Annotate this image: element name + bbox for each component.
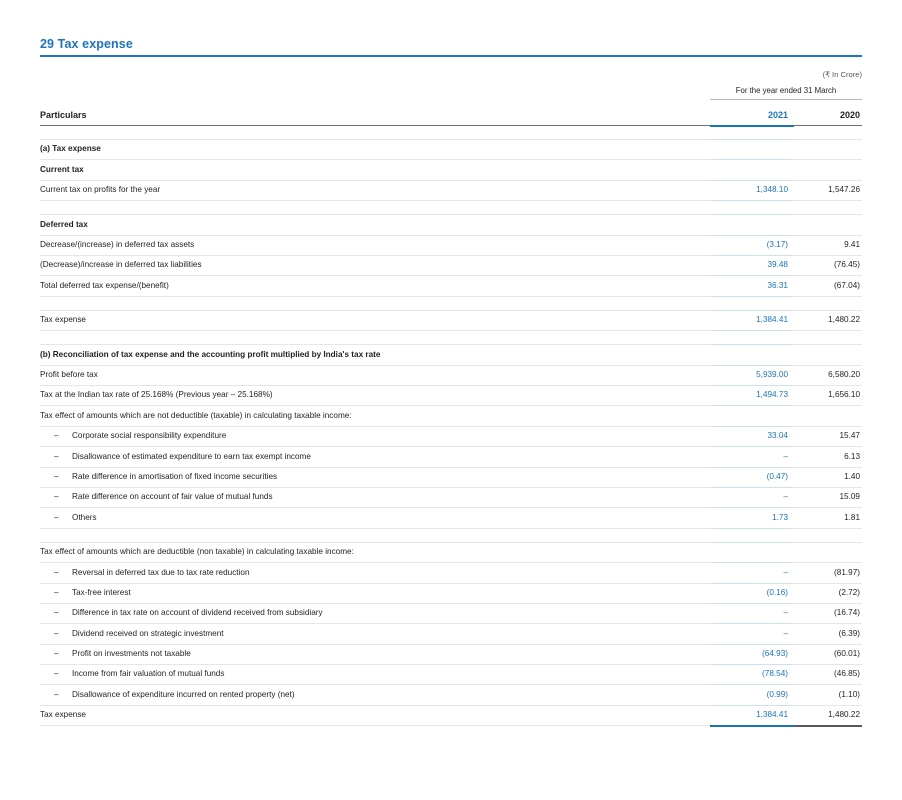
table-row	[40, 235, 862, 255]
spacer-label-cell	[40, 331, 710, 345]
units-row	[40, 69, 862, 83]
row-label-text: Dividend received on strategic investment	[72, 628, 224, 638]
bullet-dash-icon: –	[54, 471, 59, 481]
row-label: Tax expense	[40, 705, 710, 725]
value-2020	[794, 160, 862, 180]
value-2020: (81.97)	[794, 563, 862, 583]
row-label: Total deferred tax expense/(benefit)	[40, 276, 710, 296]
table-row	[40, 406, 862, 426]
row-label: Tax expense	[40, 310, 710, 330]
row-label-text: Rate difference in amortisation of fixed income securities	[72, 471, 278, 481]
spacer-2021-cell	[710, 331, 794, 345]
table-row	[40, 563, 862, 583]
row-label-text: Rate difference on account of fair value of mutual funds	[72, 492, 273, 502]
row-label: Current tax	[40, 160, 710, 180]
row-label	[40, 685, 710, 705]
value-2021: 1,494.73	[710, 386, 794, 406]
table-row	[40, 276, 862, 296]
row-label: Tax at the Indian tax rate of 25.168% (Previous year – 25.168%)	[40, 386, 710, 406]
value-2020	[794, 542, 862, 562]
value-2020: 15.47	[794, 426, 862, 446]
table-row	[40, 508, 862, 528]
bullet-dash-icon: –	[54, 451, 59, 461]
row-label: (a) Tax expense	[40, 140, 710, 160]
row-label-text: Disallowance of estimated expenditure to earn tax exempt income	[72, 451, 311, 461]
value-2020: 1.81	[794, 508, 862, 528]
table-body	[40, 126, 862, 726]
table-spacer-row	[40, 296, 862, 310]
table-row	[40, 705, 862, 725]
row-label-text: Income from fair valuation of mutual funds	[72, 669, 225, 679]
value-2021: –	[710, 563, 794, 583]
value-2020: (1.10)	[794, 685, 862, 705]
value-2020: 6,580.20	[794, 365, 862, 385]
table-spacer-row	[40, 528, 862, 542]
value-2020: 9.41	[794, 235, 862, 255]
value-2020: (6.39)	[794, 624, 862, 644]
value-2021: 39.48	[710, 256, 794, 276]
value-2021: 1,384.41	[710, 310, 794, 330]
spacer-2020-cell	[794, 296, 862, 310]
value-2021: (78.54)	[710, 665, 794, 685]
value-2020: 1.40	[794, 467, 862, 487]
value-2021	[710, 406, 794, 426]
bullet-dash-icon: –	[54, 689, 59, 699]
row-label: Tax effect of amounts which are deductible (non taxable) in calculating taxable income:	[40, 542, 710, 562]
row-label: Current tax on profits for the year	[40, 180, 710, 200]
value-2020: (76.45)	[794, 256, 862, 276]
table-row	[40, 447, 862, 467]
value-2020: 15.09	[794, 487, 862, 507]
spacer-2020-cell	[794, 126, 862, 140]
table-row	[40, 345, 862, 365]
value-2021	[710, 345, 794, 365]
bullet-dash-icon: –	[54, 649, 59, 659]
spacer-2020-cell	[794, 528, 862, 542]
bullet-dash-icon: –	[54, 567, 59, 577]
row-label-text: Reversal in deferred tax due to tax rate reduction	[72, 567, 250, 577]
row-label	[40, 487, 710, 507]
value-2020	[794, 215, 862, 235]
value-2021: (0.16)	[710, 583, 794, 603]
value-2020: 6.13	[794, 447, 862, 467]
note-header	[40, 0, 862, 57]
table-row	[40, 644, 862, 664]
value-2021: (3.17)	[710, 235, 794, 255]
table-row	[40, 542, 862, 562]
table-row	[40, 665, 862, 685]
bullet-dash-icon: –	[54, 431, 59, 441]
row-label-text: Difference in tax rate on account of dividend received from subsidiary	[72, 608, 323, 618]
row-label	[40, 644, 710, 664]
bullet-dash-icon: –	[54, 492, 59, 502]
row-label: Decrease/(increase) in deferred tax assets	[40, 235, 710, 255]
value-2021: (0.99)	[710, 685, 794, 705]
value-2020: (60.01)	[794, 644, 862, 664]
table-row	[40, 685, 862, 705]
value-2021: 5,939.00	[710, 365, 794, 385]
bullet-dash-icon: –	[54, 512, 59, 522]
spacer-2021-cell	[710, 296, 794, 310]
row-label-text: Corporate social responsibility expenditure	[72, 431, 227, 441]
value-2021: –	[710, 603, 794, 623]
value-2021: (64.93)	[710, 644, 794, 664]
spacer-2021-cell	[710, 528, 794, 542]
value-2020: (16.74)	[794, 603, 862, 623]
row-label	[40, 624, 710, 644]
spacer-label-cell	[40, 201, 710, 215]
row-label: Deferred tax	[40, 215, 710, 235]
value-2020: 1,480.22	[794, 705, 862, 725]
value-2021: 1.73	[710, 508, 794, 528]
column-header-2021: 2021	[710, 99, 794, 126]
table-row	[40, 365, 862, 385]
period-span-header: For the year ended 31 March	[710, 85, 862, 100]
table-spacer-row	[40, 331, 862, 345]
row-label	[40, 426, 710, 446]
table-head-span-row	[40, 85, 862, 100]
spacer-2021-cell	[710, 201, 794, 215]
value-2021	[710, 160, 794, 180]
row-label	[40, 665, 710, 685]
table-row	[40, 160, 862, 180]
table-row	[40, 467, 862, 487]
value-2021: 1,384.41	[710, 705, 794, 725]
value-2020	[794, 140, 862, 160]
value-2020: (46.85)	[794, 665, 862, 685]
table-row	[40, 426, 862, 446]
table-row	[40, 140, 862, 160]
row-label-text: Disallowance of expenditure incurred on rented property (net)	[72, 689, 295, 699]
table-row	[40, 386, 862, 406]
spacer-2021-cell	[710, 126, 794, 140]
bullet-dash-icon: –	[54, 608, 59, 618]
value-2021: 1,348.10	[710, 180, 794, 200]
currency-units-label: (₹ In Crore)	[822, 69, 862, 79]
table-row	[40, 310, 862, 330]
value-2021	[710, 542, 794, 562]
table-row	[40, 583, 862, 603]
value-2020: 1,656.10	[794, 386, 862, 406]
row-label-text: Profit on investments not taxable	[72, 649, 191, 659]
row-label	[40, 508, 710, 528]
spacer-label-cell	[40, 296, 710, 310]
value-2021	[710, 140, 794, 160]
value-2020: (67.04)	[794, 276, 862, 296]
value-2020: 1,547.26	[794, 180, 862, 200]
value-2021: –	[710, 624, 794, 644]
table-row	[40, 624, 862, 644]
value-2020	[794, 345, 862, 365]
row-label-text: Tax-free interest	[72, 587, 131, 597]
column-header-particulars: Particulars	[40, 99, 710, 126]
spacer-label-cell	[40, 528, 710, 542]
spacer-label-cell	[40, 126, 710, 140]
spacer-2020-cell	[794, 201, 862, 215]
row-label	[40, 447, 710, 467]
table-row	[40, 215, 862, 235]
table-row	[40, 603, 862, 623]
bullet-dash-icon: –	[54, 669, 59, 679]
table-row	[40, 487, 862, 507]
row-label: Profit before tax	[40, 365, 710, 385]
row-label: Tax effect of amounts which are not deductible (taxable) in calculating taxable income:	[40, 406, 710, 426]
value-2020: (2.72)	[794, 583, 862, 603]
value-2021: 36.31	[710, 276, 794, 296]
value-2020: 1,480.22	[794, 310, 862, 330]
bullet-dash-icon: –	[54, 587, 59, 597]
row-label-text: Others	[72, 512, 97, 522]
span-spacer	[40, 85, 710, 100]
row-label: (Decrease)/increase in deferred tax liabilities	[40, 256, 710, 276]
table-head	[40, 85, 862, 126]
value-2020	[794, 406, 862, 426]
bullet-dash-icon: –	[54, 628, 59, 638]
spacer-2020-cell	[794, 331, 862, 345]
row-label	[40, 467, 710, 487]
value-2021: –	[710, 487, 794, 507]
page-title: 29 Tax expense	[40, 37, 133, 51]
row-label: (b) Reconciliation of tax expense and the accounting profit multiplied by India's tax rate	[40, 345, 710, 365]
table-spacer-row	[40, 201, 862, 215]
column-header-2020: 2020	[794, 99, 862, 126]
table-row	[40, 256, 862, 276]
value-2021: 33.04	[710, 426, 794, 446]
table-row	[40, 180, 862, 200]
row-label	[40, 603, 710, 623]
row-label	[40, 583, 710, 603]
value-2021: (0.47)	[710, 467, 794, 487]
value-2021	[710, 215, 794, 235]
table-head-columns-row	[40, 99, 862, 126]
row-label	[40, 563, 710, 583]
table-spacer-row	[40, 126, 862, 140]
value-2021: –	[710, 447, 794, 467]
tax-expense-table	[40, 85, 862, 727]
title-underline	[40, 55, 862, 57]
